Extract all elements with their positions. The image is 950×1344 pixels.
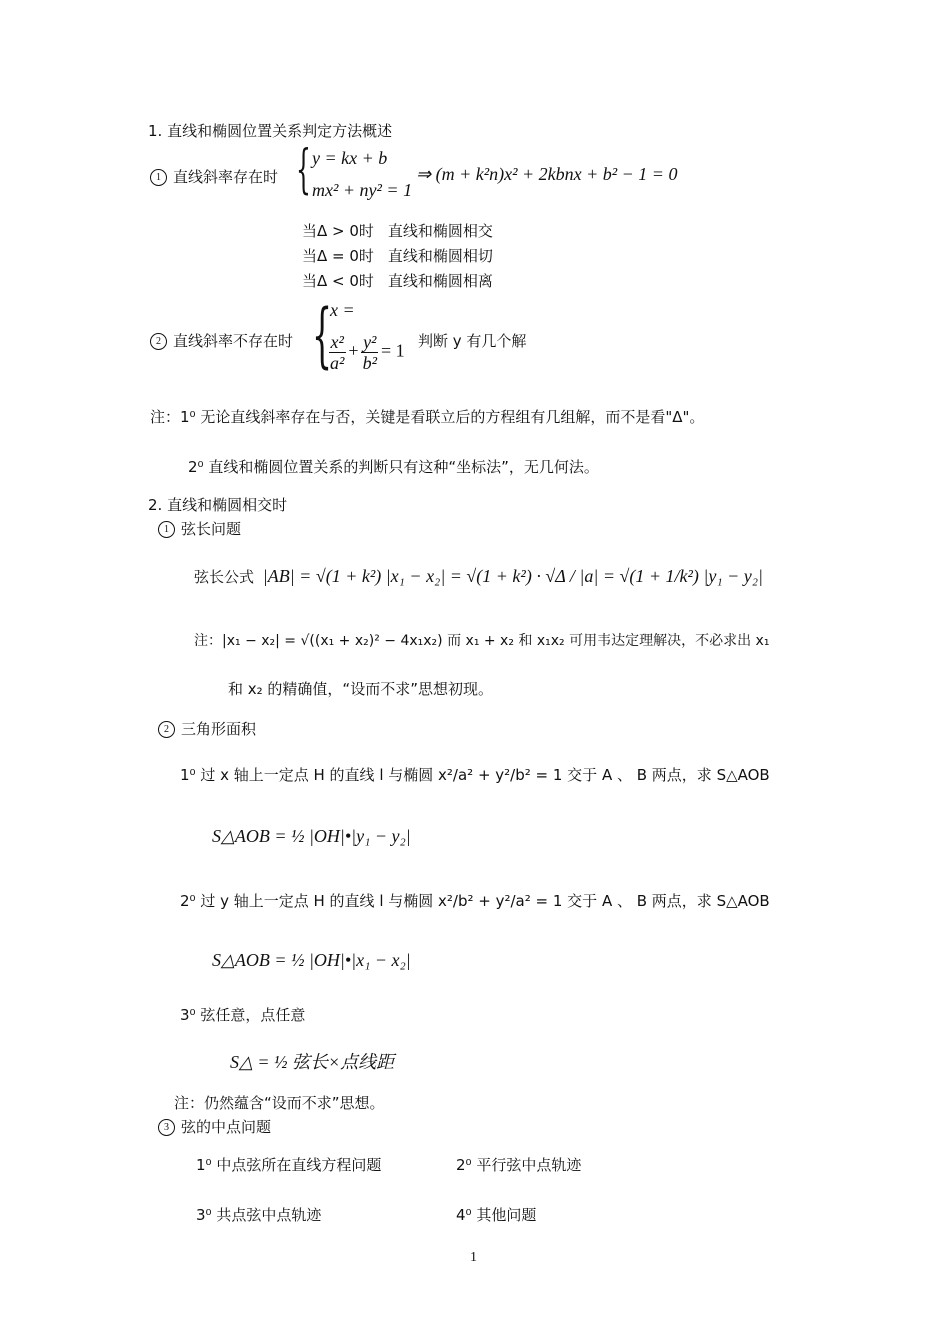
circled-number-2: 2 <box>150 333 167 350</box>
delta-row: 当Δ = 0时 直线和椭圆相切 <box>302 247 493 265</box>
section-1-title: 1. 直线和椭圆位置关系判定方法概述 <box>148 122 393 140</box>
case-2-eq-1: x = <box>330 300 355 320</box>
system-eq-1: y = kx + b <box>312 148 388 168</box>
area-case-1: 1⁰ 过 x 轴上一定点 H 的直线 l 与椭圆 x²/a² + y²/b² = 1 交于 A 、 B 两点，求 S△AOB <box>180 766 770 784</box>
area-formula-3: S△ = ½ 弦长×点线距 <box>230 1052 395 1072</box>
section-2-title: 2. 直线和椭圆相交时 <box>148 496 288 514</box>
ellipse-equation: $\frac{\text{x²}}{\text{a²}}$ + $\frac{\text{y²}}{\text{b²}}$ = 1 <box>330 332 405 373</box>
case-1-label: 1 直线斜率存在时 <box>150 166 278 187</box>
delta-row: 当Δ < 0时 直线和椭圆相离 <box>302 272 493 290</box>
page-number: 1 <box>470 1250 477 1265</box>
sub-2-title: 2 三角形面积 <box>158 718 256 739</box>
system-brace: { <box>296 140 311 200</box>
list-item: 4⁰ 其他问题 <box>456 1206 537 1224</box>
note-2: 2⁰ 直线和椭圆位置关系的判断只有这种“坐标法”，无几何法。 <box>188 458 599 476</box>
case-2-label: 2 直线斜率不存在时 <box>150 330 293 351</box>
circled-number-2: 2 <box>158 721 175 738</box>
system-brace: { <box>312 294 333 376</box>
list-item: 2⁰ 平行弦中点轨迹 <box>456 1156 582 1174</box>
circled-number-1: 1 <box>150 169 167 186</box>
chord-length-formula: 弦长公式 |AB| = √(1 + k²) |x₁ − x₂| = √(1 + k²) · √Δ / |a| = √(1 + 1/k²) |y₁ − y₂| <box>194 566 763 586</box>
chord-note-2: 和 x₂ 的精确值，“设而不求”思想初现。 <box>228 680 493 698</box>
note-1: 注：1⁰ 无论直线斜率存在与否，关键是看联立后的方程组有几组解，而不是看"Δ"。 <box>150 408 705 426</box>
list-item: 3⁰ 共点弦中点轨迹 <box>196 1206 322 1224</box>
sub-1-title: 1 弦长问题 <box>158 518 241 539</box>
chord-note: 注：|x₁ − x₂| = √((x₁ + x₂)² − 4x₁x₂) 而 x₁ + x₂ 和 x₁x₂ 可用韦达定理解决，不必求出 x₁ <box>194 633 770 649</box>
area-case-3: 3⁰ 弦任意，点任意 <box>180 1006 306 1024</box>
circled-number-1: 1 <box>158 521 175 538</box>
area-formula-2: S△AOB = ½ |OH|•|x₁ − x₂| <box>212 950 411 970</box>
delta-row: 当Δ > 0时 直线和椭圆相交 <box>302 222 493 240</box>
circled-number-3: 3 <box>158 1119 175 1136</box>
quadratic-result: ⇒ (m + k²n)x² + 2kbnx + b² − 1 = 0 <box>416 164 678 184</box>
area-case-2: 2⁰ 过 y 轴上一定点 H 的直线 l 与椭圆 x²/b² + y²/a² = 1 交于 A 、 B 两点，求 S△AOB <box>180 892 770 910</box>
system-eq-2: mx² + ny² = 1 <box>312 180 413 200</box>
area-note: 注：仍然蕴含“设而不求”思想。 <box>174 1094 385 1112</box>
sub-3-title: 3 弦的中点问题 <box>158 1116 271 1137</box>
list-item: 1⁰ 中点弦所在直线方程问题 <box>196 1156 382 1174</box>
area-formula-1: S△AOB = ½ |OH|•|y₁ − y₂| <box>212 826 411 846</box>
case-2-tail: 判断 y 有几个解 <box>418 332 527 350</box>
